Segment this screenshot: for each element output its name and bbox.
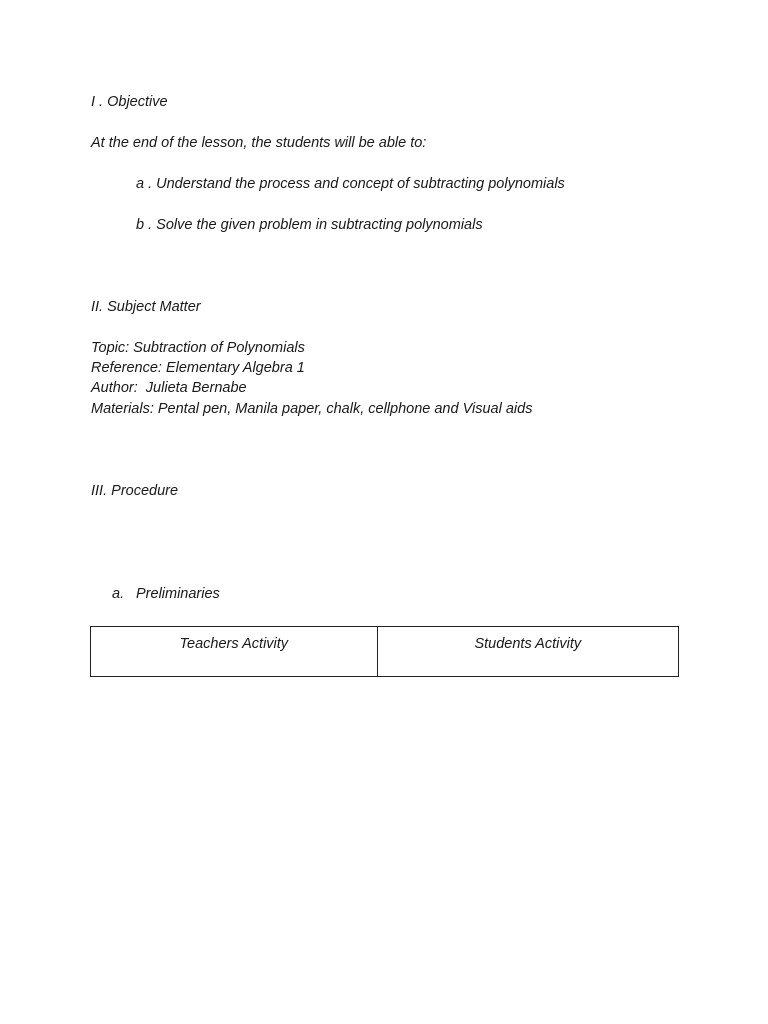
teachers-activity-header: Teachers Activity <box>91 627 378 677</box>
objective-intro: At the end of the lesson, the students will be able to: <box>91 135 427 151</box>
activity-table <box>90 626 679 677</box>
subject-topic: Topic: Subtraction of Polynomials <box>91 340 305 356</box>
students-activity-header: Students Activity <box>377 627 678 677</box>
subject-reference: Reference: Elementary Algebra 1 <box>91 360 305 376</box>
list-marker: a. <box>112 586 125 602</box>
objective-item-a: a . Understand the process and concept of subtracting polynomials <box>136 176 565 192</box>
preliminaries-list-item <box>112 584 220 604</box>
objective-item-b: b . Solve the given problem in subtracting polynomials <box>136 217 483 233</box>
subject-author: Author: Julieta Bernabe <box>91 380 247 396</box>
table-row <box>91 627 679 677</box>
preliminaries-label: Preliminaries <box>136 586 220 602</box>
procedure-heading: III. Procedure <box>91 483 179 499</box>
objective-heading: I . Objective <box>91 94 168 110</box>
subject-matter-heading: II. Subject Matter <box>91 299 201 315</box>
subject-materials: Materials: Pental pen, Manila paper, chalk, cellphone and Visual aids <box>91 401 533 417</box>
